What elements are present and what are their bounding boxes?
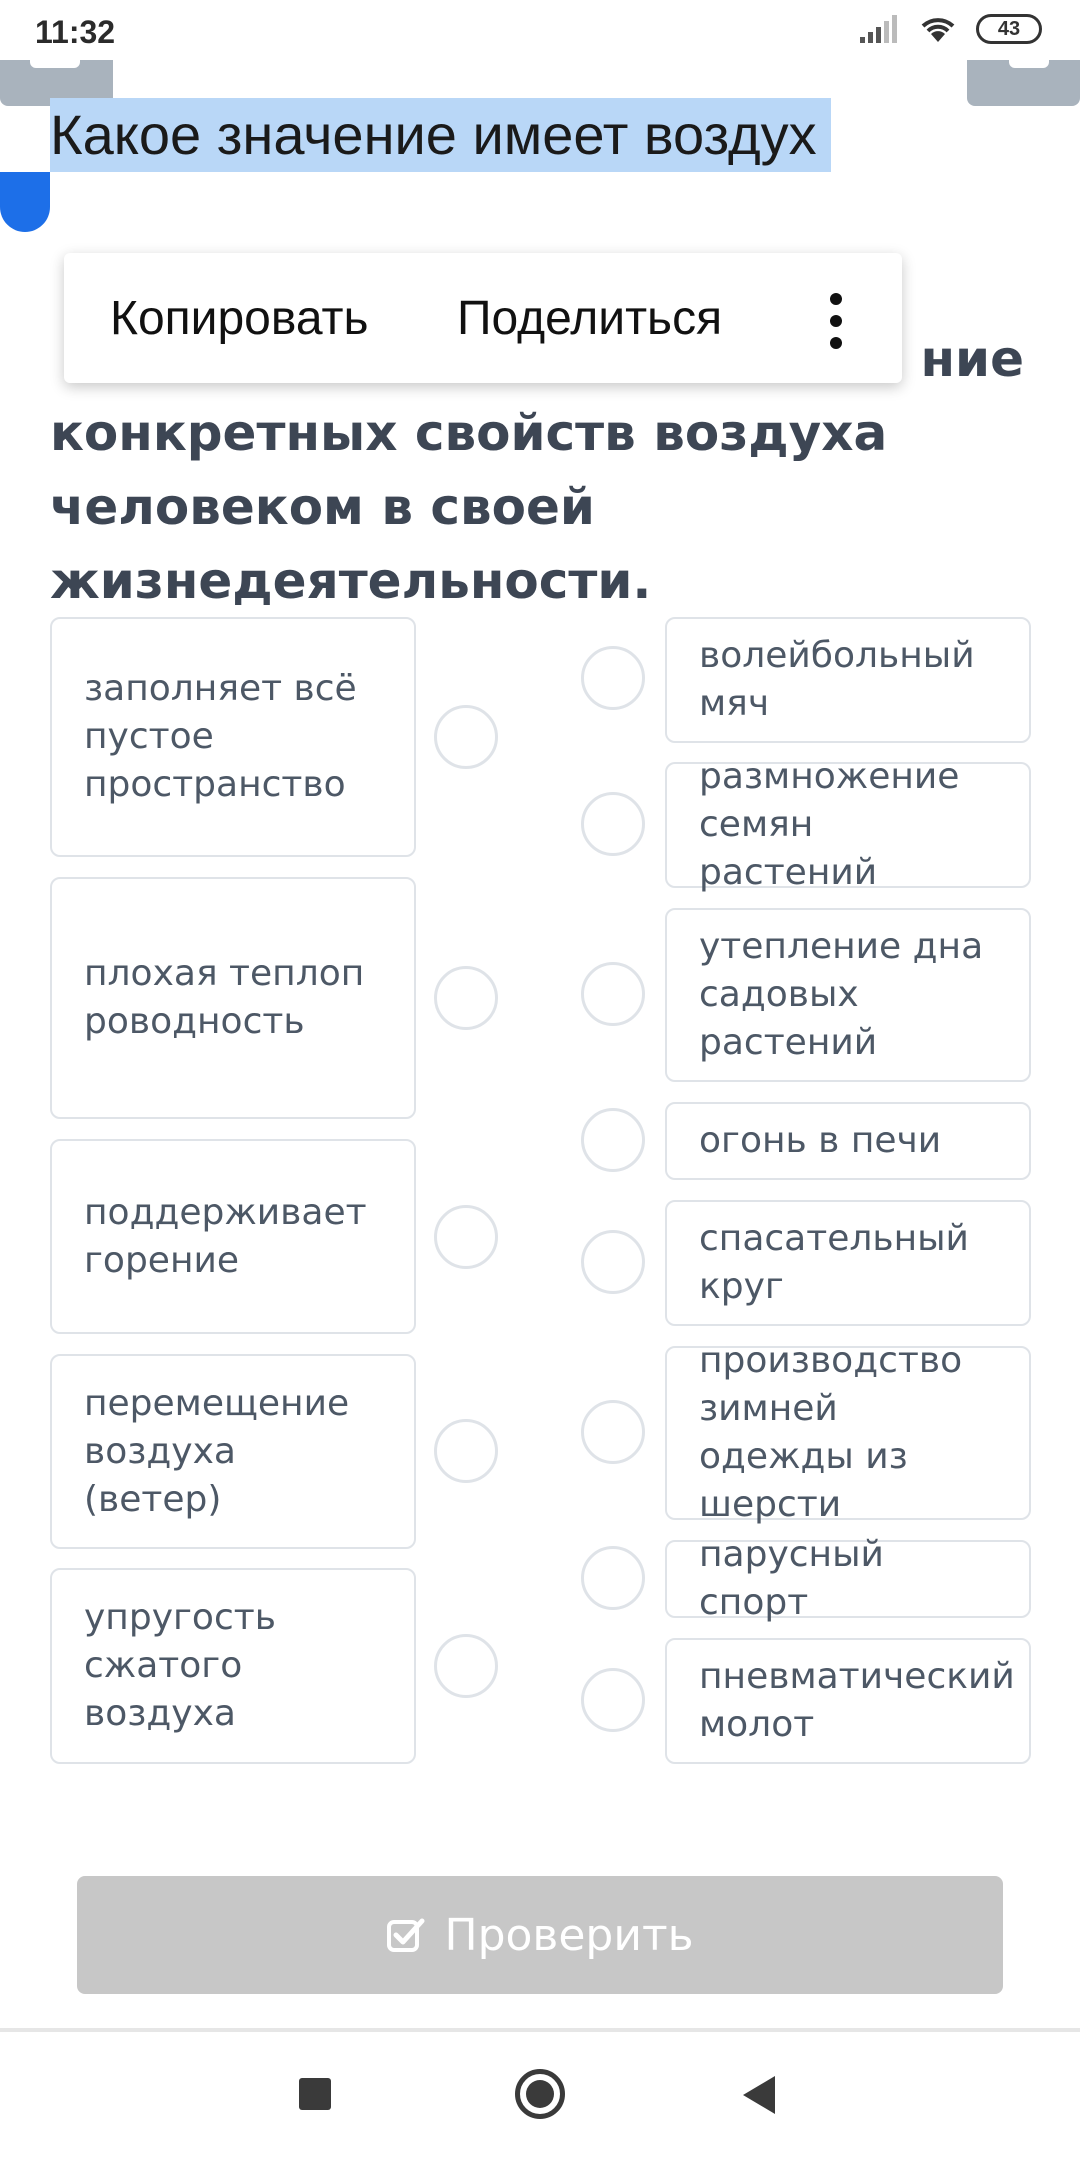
right-option-text: волейбольный мяч [699, 635, 975, 724]
question-line-4: человеком в своей [50, 478, 595, 536]
status-bar [0, 0, 1080, 70]
right-radio[interactable] [581, 1400, 645, 1464]
left-option-text: упругость сжатого воздуха [84, 1597, 276, 1734]
question-title: Какое значение имеет воздух [50, 98, 831, 172]
more-options-icon[interactable] [826, 293, 846, 349]
right-option-card[interactable] [665, 1638, 1031, 1764]
left-radio[interactable] [434, 1205, 498, 1269]
text-selection-menu [64, 253, 902, 383]
battery-icon: 43 [976, 14, 1042, 44]
right-radio[interactable] [581, 792, 645, 856]
selection-caret-handle[interactable] [0, 172, 50, 232]
right-option-card[interactable] [665, 1534, 1031, 1623]
left-radio[interactable] [434, 1419, 498, 1483]
right-radio[interactable] [581, 1108, 645, 1172]
right-option-card[interactable] [665, 908, 1031, 1082]
right-option-text: спасательный круг [699, 1218, 969, 1307]
left-option-card[interactable] [50, 1568, 416, 1764]
right-option-card[interactable] [665, 1200, 1031, 1326]
left-option-card[interactable] [50, 877, 416, 1119]
signal-icon [860, 15, 900, 43]
right-option-text: парусный спорт [699, 1534, 884, 1623]
right-radio[interactable] [581, 962, 645, 1026]
share-menu-item[interactable]: Поделиться [457, 291, 723, 345]
left-option-text: плохая теплопроводность [84, 953, 365, 1042]
check-button-label: Проверить [444, 1909, 694, 1961]
left-option-text: поддерживает горение [84, 1191, 367, 1281]
right-radio[interactable] [581, 1546, 645, 1610]
left-option-card[interactable] [50, 1354, 416, 1549]
question-partial-word: ние [920, 330, 1024, 388]
status-icons [860, 14, 1042, 44]
right-option-text: производство зимней одежды из шерсти [699, 1340, 963, 1525]
right-radio[interactable] [581, 1230, 645, 1294]
status-time: 11:32 [35, 14, 116, 50]
left-radio[interactable] [434, 705, 498, 769]
right-radio[interactable] [581, 1668, 645, 1732]
copy-menu-item[interactable]: Копировать [110, 291, 369, 345]
check-button[interactable] [77, 1876, 1003, 1994]
right-option-text: огонь в печи [699, 1120, 942, 1161]
question-line-3: конкретных свойств воздуха [50, 404, 888, 462]
right-option-card[interactable] [665, 756, 1031, 893]
left-option-text: заполняет всё пустое пространство [84, 668, 357, 805]
right-option-text: размножение семян растений [699, 756, 960, 893]
recent-apps-icon[interactable] [299, 2078, 331, 2110]
wifi-icon [918, 14, 958, 44]
home-icon[interactable] [515, 2069, 565, 2119]
right-radio[interactable] [581, 646, 645, 710]
back-icon[interactable] [743, 2076, 775, 2114]
left-radio[interactable] [434, 1634, 498, 1698]
left-radio[interactable] [434, 966, 498, 1030]
right-option-card[interactable] [665, 617, 1031, 743]
selection-handle-end[interactable] [967, 60, 1080, 106]
checkbox-checked-icon [386, 1915, 426, 1955]
right-option-card[interactable] [665, 1102, 1031, 1180]
right-option-text: пневматический молот [699, 1656, 1015, 1745]
left-option-card[interactable] [50, 1139, 416, 1334]
left-option-text: перемещение воздуха (ветер) [84, 1382, 350, 1520]
right-option-card[interactable] [665, 1340, 1031, 1525]
right-option-text: утепление дна садовых растений [699, 926, 984, 1063]
left-option-card[interactable] [50, 617, 416, 857]
question-line-5: жизнедеятельности. [50, 552, 652, 610]
